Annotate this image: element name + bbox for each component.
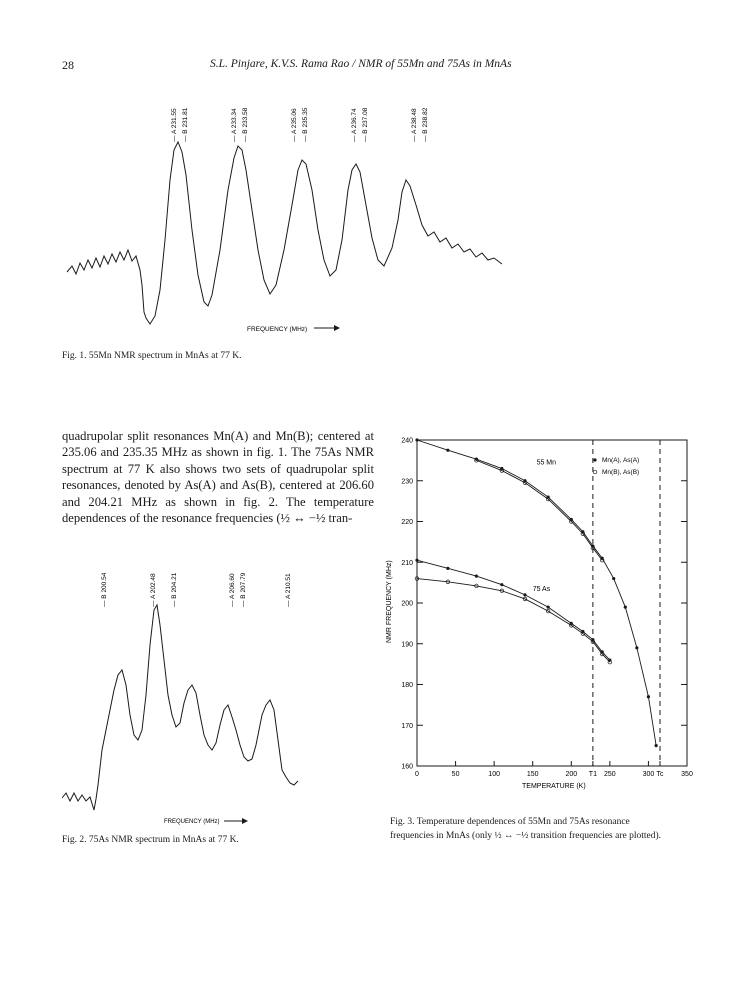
point-2-3	[500, 583, 503, 586]
fig3-caption: Fig. 3. Temperature dependences of 55Mn and 75As resonance frequencies in MnAs (only ½ ↔ −½ transition frequencies are plotted).	[390, 817, 662, 841]
body-paragraph	[62, 428, 374, 526]
point-2-1	[446, 567, 449, 570]
legend-marker-0	[593, 458, 596, 461]
y-tick-label-5: 210	[401, 559, 413, 567]
x-tick-label-4: 200	[565, 771, 578, 778]
series-group	[415, 438, 658, 747]
fig1-axis-label: FREQUENCY (MHz)	[247, 326, 308, 333]
fig1-marker-3: — B 233.58	[242, 107, 249, 142]
point-0-14	[655, 744, 658, 747]
fig1-caption: Fig. 1. 55Mn NMR spectrum in MnAs at 77 K.	[62, 351, 242, 361]
fig1-marker-2: — A 233.34	[231, 108, 238, 142]
fig2-axis-label: FREQUENCY (MHz)	[164, 819, 220, 825]
y-tick-label-4: 200	[401, 600, 413, 608]
x-tick-label-9: 350	[681, 771, 693, 778]
point-0-0	[415, 438, 418, 441]
y-tick-label-3: 190	[401, 641, 413, 649]
fig1-arrow-head	[334, 325, 340, 331]
fig2-arrow-head	[242, 818, 248, 824]
y-tick-label-1: 170	[401, 722, 413, 730]
fig2-marker-0: — B 200.54	[101, 572, 108, 607]
fig1-marker-5: — B 235.35	[302, 107, 309, 142]
figure-3-chart	[365, 430, 705, 810]
x-axis-label: TEMPERATURE (K)	[522, 783, 586, 790]
fig2-peak-markers	[101, 572, 292, 607]
point-2-0	[415, 559, 418, 562]
x-tick-label-0: 0	[415, 771, 419, 778]
fig1-marker-8: — A 238.48	[411, 108, 418, 142]
series-line-3	[417, 579, 610, 663]
point-2-4	[523, 593, 526, 596]
legend-marker-1	[593, 470, 597, 474]
fig1-marker-7: — B 237.08	[362, 107, 369, 142]
figure-2-spectrum	[62, 545, 302, 830]
x-tick-label-7: 300	[642, 771, 655, 778]
x-tick-label-5: T1	[588, 771, 597, 778]
point-0-1	[446, 449, 449, 452]
fig2-marker-2: — B 204.21	[171, 572, 178, 607]
y-tick-label-7: 230	[401, 478, 413, 486]
plot-frame	[417, 440, 687, 766]
fig2-marker-1: — A 202.48	[150, 573, 157, 607]
y-tick-label-6: 220	[401, 519, 413, 526]
x-tick-label-8: Tc	[656, 771, 664, 778]
legend-label-1: Mn(B), As(B)	[602, 469, 640, 476]
point-2-5	[547, 605, 550, 608]
point-0-10	[612, 577, 615, 580]
chart-legend	[593, 457, 639, 476]
y-tick-label-8: 240	[401, 437, 413, 445]
y-axis-label: NMR FREQUENCY (MHz)	[386, 560, 393, 643]
fig1-marker-4: — A 235.06	[291, 108, 298, 142]
y-tick-label-0: 160	[401, 763, 413, 771]
fig2-trace	[62, 605, 298, 810]
series-line-2	[417, 560, 610, 660]
figure-1-spectrum	[62, 80, 522, 345]
series-line-1	[476, 460, 602, 560]
fig1-marker-1: — B 231.81	[182, 107, 189, 142]
point-0-13	[647, 695, 650, 698]
fig1-marker-9: — B 238.82	[422, 107, 429, 142]
x-tick-label-3: 150	[526, 771, 539, 778]
x-axis-ticks	[415, 761, 693, 778]
running-title: S.L. Pinjare, K.V.S. Rama Rao / NMR of 55Mn and 75As in MnAs	[210, 58, 512, 70]
fig2-marker-5: — A 210.51	[285, 573, 292, 607]
x-tick-label-1: 50	[451, 771, 460, 778]
x-tick-label-2: 100	[488, 771, 500, 778]
legend-label-0: Mn(A), As(A)	[602, 457, 640, 464]
point-2-2	[475, 575, 478, 578]
point-0-12	[635, 646, 638, 649]
label-75as: 75 As	[532, 585, 551, 593]
fig1-trace	[67, 142, 502, 324]
fig1-marker-6: — A 236.74	[351, 108, 358, 142]
fig1-peak-markers	[171, 107, 429, 142]
fig1-marker-0: — A 231.55	[171, 108, 178, 142]
label-55mn: 55 Mn	[536, 459, 557, 467]
transition-lines	[593, 440, 660, 766]
fig2-marker-4: — B 207.79	[240, 572, 247, 607]
series-line-0	[417, 440, 656, 746]
fig2-marker-3: — A 206.60	[229, 573, 236, 607]
page-number: 28	[62, 58, 74, 72]
x-tick-label-6: 250	[604, 771, 616, 778]
fig2-caption: Fig. 2. 75As NMR spectrum in MnAs at 77 K.	[62, 835, 239, 845]
body-text: quadrupolar split resonances Mn(A) and Mn(B); centered at 235.06 and 235.35 MHz as shown in fig. 1. The 75As NMR spectrum at 77 K also shows two sets of quadrupolar split resonances, denoted by As(A) and As(B), centered at 206.60 and 204.21 MHz as shown in fig. 2. The temperature dependences of the resonance frequencies (½ ↔ −½ tran-	[62, 429, 374, 526]
y-axis-ticks	[401, 438, 687, 771]
y-tick-label-2: 180	[401, 682, 413, 689]
point-0-11	[624, 605, 627, 608]
